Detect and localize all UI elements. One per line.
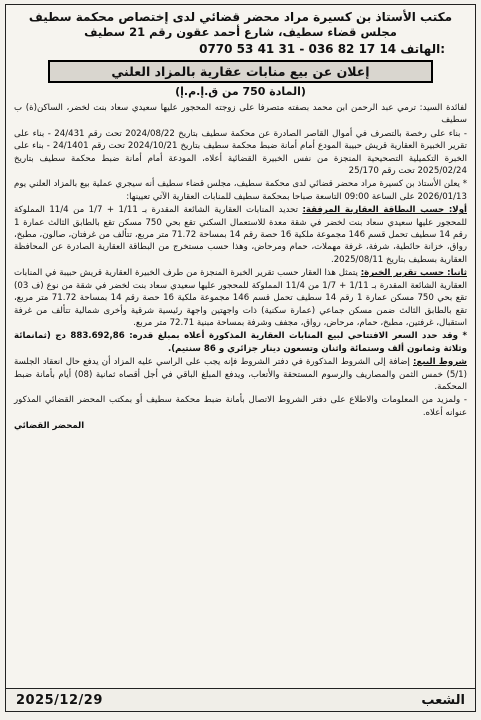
notice-footer <box>6 688 475 711</box>
more-info-paragraph: - ولمزيد من المعلومات والاطلاع على دفتر الشروط الاتصال بأمانة ضبط محكمة سطيف أو بمكتب المحضر القضائي المذكور عنوانه أعلاه. <box>14 395 467 418</box>
phone-line <box>14 42 445 56</box>
expert-report-heading: ثانيا: حسب تقرير الخبرة: <box>360 268 467 279</box>
publication-date: 2025/12/29 <box>16 692 103 708</box>
auction-announcement: * يعلن الأستاذ بن كسيرة مراد محضر قضائي لدى محكمة سطيف، مجلس قضاء سطيف أنه سيجري عملية بيع بالمزاد العلني يوم 2026/01/13 على الساعة 09:00 التاسعة صباحا بمحكمة سطيف للمنابات العقارية الآتي تعيينها: <box>14 179 467 202</box>
notice-body <box>14 102 467 433</box>
office-name: مكتب الأستاذ بن كسيرة مراد محضر قضائي لدى إختصاص محكمة سطيف <box>28 10 453 24</box>
legal-notice <box>5 4 476 712</box>
bailiff-signature: المحضر القضائي <box>14 421 85 432</box>
property-card-heading: أولا: حسب البطاقة العقارية المرفقة: <box>302 205 467 216</box>
opening-price-paragraph: * وقد حدد السعر الافتتاحي لبيع المنابات العقارية المذكورة أعلاه بمبلغ قدره: 883.692,86 دج (ثمانمائة وثلاثة وثمانون ألف وستمائة واثنان وتسعون دينار جزائري و 86 سنتيم). <box>14 331 467 354</box>
newspaper-name: الشعب <box>421 692 465 708</box>
property-card-section <box>14 204 467 266</box>
sale-conditions-section <box>14 356 467 393</box>
article-reference: (المادة 750 من ق.إ.م.إ) <box>175 85 306 98</box>
expert-report-section <box>14 267 467 329</box>
phone-label: الهاتف: <box>400 42 445 56</box>
notice-header <box>14 10 467 40</box>
property-card-text: تحديد المنابات العقارية الشائعة المقدرة بـ 1/11 + 1/7 من 11/4 المملوكة للمحجور عليها سعيدي سعاد بنت لخضر في شقة معدة للاستعمال السكني تقع بحي 750 مسكن تقع بالطابق الثالث عمارة 1 رقم 14 سطيف تحمل قسم 146 مجموعة ملكية 16 حصة رقم 14 بمساحة 71.72 متر مربع، تتألف من غرفتان، صالون، مطبخ، رواق، خزانة حائطية، شرفة، غرفة مهملات، حمام ومرحاض، وهذا حسب مستخرج من البطاقة العقارية الصادرة عن المحافظة العقارية بسطيف بتاريخ 2025/08/11. <box>14 205 467 265</box>
beneficiary-paragraph: لفائدة السيد: ترمي عبد الرحمن ابن محمد بصفته متصرفا على زوجته المحجور عليها سعيدي سعاد بنت لخضر، الساكن(ة) ب سطيف <box>14 103 467 126</box>
notice-title: إعلان عن بيع منابات عقارية بالمزاد العلني <box>48 60 433 83</box>
legal-basis-paragraph: - بناء على رخصة بالتصرف في أموال القاصر الصادرة عن محكمة سطيف بتاريخ 2024/08/22 تحت رقم 24/431 - بناء على تقرير الخبيرة العقارية قريش حبيبة المودع أمام أمانة ضبط محكمة سطيف بتاريخ 2024/10/21 تحت رقم 24/1401 - بناء على الخبرة التكميلية التصحيحية المنجزة من نفس الخبيرة القضائية أعلاه، المودعة أمام أمانة ضبط محكمة سطيف بتاريخ 2025/02/24 تحت رقم 25/170 <box>14 128 468 177</box>
expert-report-text: يتمثل هذا العقار حسب تقرير الخبرة المنجزة من طرف الخبيرة العقارية قريش حبيبة في المنابات العقارية الشائعة المقدرة بـ 1/11 + 1/7 من 11/4 المملوكة للمحجور عليها سعيدي سعاد بنت لخضر في شقة من نوع (ف 03) تقع بحي 750 مسكن عمارة 1 رقم 14 سطيف تحمل قسم 146 مجموعة ملكية 16 حصة رقم 14 بمساحة 71.72 متر مربع، تقع بالطابق الثالث ضمن مسكن جماعي (عمارة سكنية) ذات واجهتين واجهة رئيسية شرقية وأخرى شمالية تتألف من غرفة استقبال، غرفتين، مطبخ، حمام، مرحاض، رواق، مجفف وشرفة بمساحة مبنية 72.71 متر مربع. <box>14 268 468 328</box>
court-address: مجلس قضاء سطيف، شارع أحمد عقون رقم 21 سطيف <box>84 25 397 39</box>
phone-numbers: 0770 53 41 31 - 036 82 17 14 <box>199 42 397 56</box>
sale-conditions-heading: شروط البيع: <box>413 357 467 368</box>
sale-conditions-text: إضافة إلى الشروط المذكورة في دفتر الشروط فإنه يجب على الراسي عليه المزاد أن يدفع حال انعقاد الجلسة (5/1) خمس الثمن والمصاريف والرسوم المستحقة والأتعاب، ويدفع المبلغ الباقي في أجل أقصاه ثمانية (08) أيام بأمانة ضبط المحكمة. <box>14 357 468 392</box>
